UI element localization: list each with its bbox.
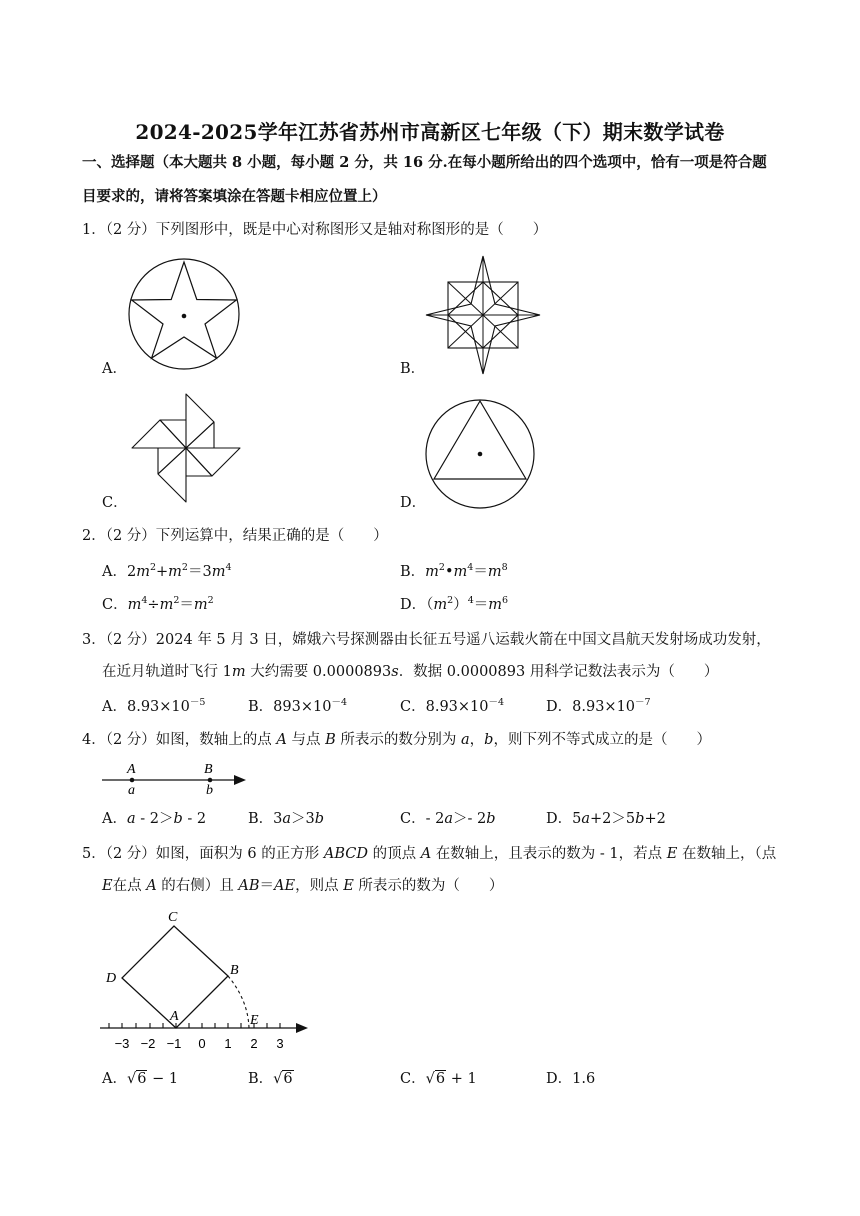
- q4-value-a-label: a: [128, 783, 135, 798]
- q5-point-d-label: D: [106, 971, 117, 986]
- q5-tick-label: −2: [140, 1036, 156, 1051]
- section-heading-line1: 一、选择题（本大题共 8 小题，每小题 2 分，共 16 分.在每小题所给出的四个选项中，恰有一项是符合题: [82, 154, 767, 171]
- q5-point-e-label: E: [250, 1013, 259, 1028]
- q5-square-number-line-figure: [100, 906, 312, 1056]
- q5-option-c: C．√6 + 1: [400, 1071, 477, 1087]
- q3-option-d: D．$8.93\times 10^{-7}$: [546, 697, 651, 715]
- q5-option-d: D．1.6: [546, 1071, 596, 1087]
- q5-tick-label: 2: [250, 1036, 258, 1051]
- q5-option-a: A．√6 − 1: [102, 1071, 179, 1087]
- q5-option-b: B．√6: [248, 1071, 293, 1087]
- q2-option-a: A．$2m^2+m^2=3m^4$: [102, 562, 232, 580]
- question-5-line2: E在点 A 的右侧）且 AB＝AE，则点 E 所表示的数为（ ）: [102, 878, 504, 894]
- question-3-line1: 3．（2 分）2024 年 5 月 3 日，嫦娥六号探测器由长征五号遥八运载火箭在中国文昌航天发射场成功发射，: [82, 632, 771, 648]
- q5-point-b-label: B: [230, 963, 239, 978]
- question-5-line1: 5．（2 分）如图，面积为 6 的正方形 ABCD 的顶点 A 在数轴上，且表示的数为 - 1，若点 E 在数轴上，（点: [82, 846, 777, 862]
- page-title: 2024-2025学年江苏省苏州市高新区七年级（下）期末数学试卷: [135, 120, 725, 144]
- q5-point-a-label: A: [170, 1009, 179, 1024]
- question-3-line2: 在近月轨道时飞行 1m 大约需要 0.0000893s．数据 0.0000893 用科学记数法表示为（ ）: [102, 664, 719, 680]
- q1-figure-a-star-in-circle: [128, 258, 240, 370]
- q4-option-d: D．5a+2＞5b+2: [546, 811, 666, 827]
- section-heading-line2: 目要求的，请将答案填涂在答题卡相应位置上）: [82, 188, 387, 205]
- q2-option-c: C．$m^4\div m^2=m^2$: [102, 595, 214, 613]
- q2-option-d: D．$(m^2)^4=m^6$: [400, 595, 509, 613]
- question-1-text: 1．（2 分）下列图形中，既是中心对称图形又是轴对称图形的是（ ）: [82, 222, 548, 238]
- q2-option-b: B．$m^2•m^4=m^8$: [400, 562, 508, 580]
- q1-option-b-label: B．: [400, 361, 426, 377]
- q5-tick-label: −3: [114, 1036, 130, 1051]
- q3-option-c: C．$8.93\times 10^{-4}$: [400, 697, 505, 715]
- q4-point-a-label: A: [127, 762, 136, 777]
- q3-option-a: A．$8.93\times 10^{-5}$: [102, 697, 206, 715]
- q1-figure-b-eight-point-star: [426, 256, 540, 374]
- q3-option-b: B．$893\times 10^{-4}$: [248, 697, 347, 715]
- q5-tick-label: 3: [276, 1036, 284, 1051]
- q4-number-line-figure: [100, 758, 250, 798]
- q1-figure-d-triangle-in-circle: [424, 398, 536, 510]
- q1-option-a-label: A．: [102, 361, 127, 377]
- q4-point-b-label: B: [204, 762, 213, 777]
- q1-figure-c-pinwheel: [128, 390, 244, 506]
- q4-option-a: A．a - 2＞b - 2: [102, 811, 207, 827]
- q4-value-b-label: b: [206, 783, 213, 798]
- q5-tick-label: 1: [224, 1036, 232, 1051]
- question-2-text: 2．（2 分）下列运算中，结果正确的是（ ）: [82, 528, 388, 544]
- q4-option-b: B．3a＞3b: [248, 811, 325, 827]
- q5-tick-label: 0: [198, 1036, 206, 1051]
- q4-option-c: C．- 2a＞- 2b: [400, 811, 496, 827]
- q1-option-c-label: C．: [102, 495, 128, 511]
- q5-point-c-label: C: [168, 910, 178, 925]
- q1-option-d-label: D．: [400, 495, 427, 511]
- q5-tick-label: −1: [166, 1036, 182, 1051]
- question-4-text: 4．（2 分）如图，数轴上的点 A 与点 B 所表示的数分别为 a，b，则下列不等式成立的是（ ）: [82, 732, 711, 748]
